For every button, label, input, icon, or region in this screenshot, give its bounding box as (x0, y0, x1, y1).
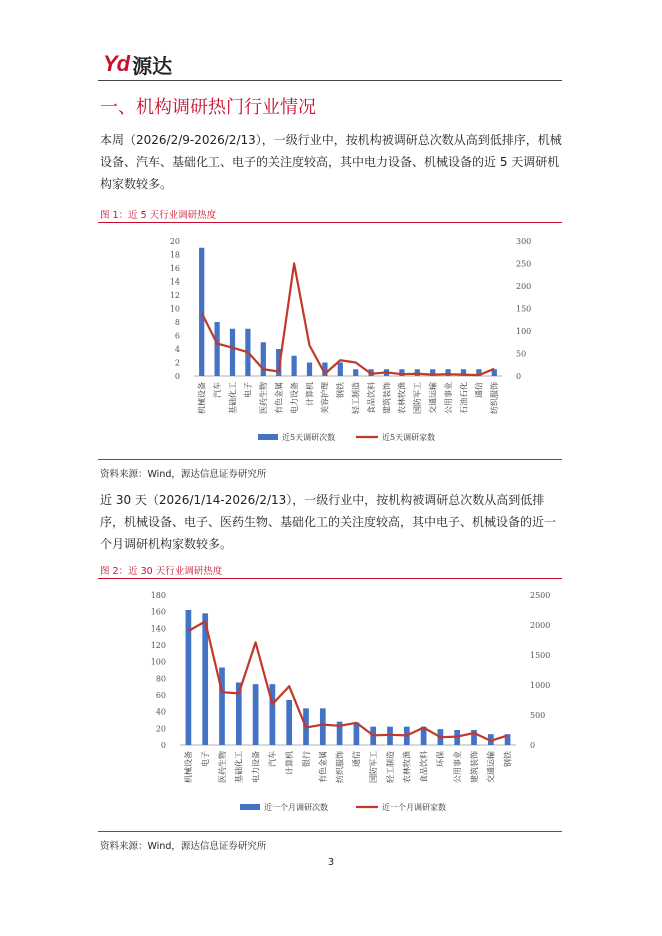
x-tick-label: 纺织服饰 (335, 751, 345, 783)
x-tick-label: 美容护理 (320, 382, 330, 414)
x-tick-label: 食品饮料 (366, 382, 376, 414)
x-tick-label: 轻工制造 (351, 382, 361, 414)
y-left-tick-label: 0 (174, 372, 180, 381)
x-tick-label: 食品饮料 (419, 751, 429, 783)
y-right-tick-label: 50 (516, 349, 527, 359)
x-tick-label: 建筑装饰 (382, 382, 392, 414)
y-right-tick-label: 2000 (530, 621, 551, 630)
y-left-tick-label: 10 (169, 304, 180, 314)
bar (261, 342, 266, 376)
paragraph-weekly: 本周（2026/2/9-2026/2/13），一级行业中，按机构被调研总次数从高到低排序，机械设备、汽车、基础化工、电子的关注度较高，其中电力设备、机械设备的近 5 天调研机构家数较多。 (100, 133, 562, 191)
y-right-tick-label: 2500 (530, 591, 551, 600)
x-tick-label: 医药生物 (259, 382, 269, 414)
x-tick-label: 计算机 (285, 751, 294, 775)
figure-2-bottom-rule (98, 831, 562, 832)
figure-2-caption: 图 2：近 30 天行业调研热度 (100, 566, 223, 577)
x-tick-label: 通信 (474, 382, 484, 398)
y-left-tick-label: 8 (174, 318, 180, 327)
x-tick-label: 汽车 (268, 751, 278, 767)
y-left-tick-label: 2 (174, 358, 180, 368)
legend-bar-swatch (240, 804, 260, 810)
company-logo (103, 52, 172, 76)
chart-30day (98, 584, 562, 824)
x-tick-label: 基础化工 (234, 751, 244, 783)
bar (307, 363, 312, 377)
x-tick-label: 钢铁 (336, 382, 346, 398)
figure-2-source: 资料来源：Wind，源达信息证券研究所 (100, 841, 267, 852)
x-tick-label: 电力设备 (289, 382, 299, 414)
chart-5day (98, 228, 562, 456)
section-title: 一、机构调研热门行业情况 (100, 97, 316, 118)
figure-1-bottom-rule (98, 459, 562, 460)
bar (354, 723, 360, 746)
x-tick-label: 建筑装饰 (469, 751, 479, 783)
y-left-tick-label: 18 (169, 250, 180, 260)
bar (230, 329, 235, 376)
logo-mark: Yd (103, 51, 130, 76)
x-tick-label: 电子 (201, 751, 210, 767)
x-tick-label: 交通运输 (486, 751, 496, 783)
y-right-tick-label: 150 (516, 304, 532, 314)
y-left-tick-label: 60 (155, 691, 166, 700)
y-left-tick-label: 80 (155, 674, 166, 684)
x-tick-label: 基础化工 (228, 382, 238, 414)
bar (291, 356, 296, 376)
y-left-tick-label: 20 (155, 724, 166, 734)
figure-2-top-rule (98, 578, 562, 579)
y-right-tick-label: 0 (530, 741, 536, 750)
bar (286, 700, 292, 745)
x-tick-label: 石油石化 (459, 382, 469, 414)
x-tick-label: 环保 (436, 751, 446, 767)
legend-bar-label: 近5天调研次数 (282, 433, 336, 442)
x-tick-label: 轻工制造 (385, 751, 395, 783)
y-right-tick-label: 0 (516, 372, 522, 381)
x-tick-label: 公用事业 (453, 751, 462, 783)
x-tick-label: 农林牧渔 (397, 382, 407, 414)
y-left-tick-label: 16 (169, 264, 180, 273)
bar (338, 363, 343, 377)
y-left-tick-label: 6 (174, 331, 180, 341)
x-tick-label: 计算机 (305, 382, 315, 406)
legend-bar-swatch (258, 434, 278, 440)
y-right-tick-label: 100 (516, 327, 532, 336)
bar (320, 708, 326, 745)
x-tick-label: 国防军工 (369, 751, 378, 783)
y-left-tick-label: 0 (160, 741, 166, 750)
paragraph-monthly: 近 30 天（2026/1/14-2026/2/13），一级行业中，按机构被调研总次数从高到低排序，机械设备、电子、医药生物、基础化工的关注度较高，其中电子、机械设备的近一个月调研机构家数较多。 (100, 493, 557, 551)
bar (253, 684, 259, 745)
y-left-tick-label: 40 (155, 707, 166, 717)
x-tick-label: 农林牧渔 (402, 751, 412, 783)
bar (214, 322, 219, 376)
legend-line-label: 近5天调研家数 (382, 433, 436, 442)
bar (199, 248, 204, 376)
y-right-tick-label: 500 (530, 711, 546, 720)
bar (415, 369, 420, 376)
x-tick-label: 有色金属 (274, 382, 284, 414)
x-tick-label: 钢铁 (503, 751, 513, 767)
x-tick-label: 通信 (352, 751, 362, 767)
figure-1-top-rule (98, 222, 562, 223)
x-tick-label: 医药生物 (217, 751, 227, 783)
y-left-tick-label: 180 (150, 591, 166, 600)
y-right-tick-label: 300 (516, 237, 532, 246)
legend-line-label: 近一个月调研家数 (382, 803, 446, 812)
figure-1-source: 资料来源：Wind，源达信息证券研究所 (100, 469, 267, 480)
bar (353, 369, 358, 376)
x-tick-label: 电子 (243, 382, 253, 398)
y-right-tick-label: 250 (516, 259, 532, 269)
y-left-tick-label: 100 (150, 657, 166, 667)
x-tick-label: 机械设备 (197, 382, 207, 414)
figure-1-caption: 图 1：近 5 天行业调研热度 (100, 210, 217, 221)
x-tick-label: 纺织服饰 (490, 382, 500, 414)
y-right-tick-label: 1500 (530, 651, 551, 660)
x-tick-label: 公用事业 (443, 382, 453, 414)
y-left-tick-label: 120 (150, 641, 166, 650)
y-right-tick-label: 1000 (530, 681, 551, 690)
y-left-tick-label: 20 (169, 237, 180, 246)
x-tick-label: 交通运输 (428, 382, 438, 414)
legend-bar-label: 近一个月调研次数 (264, 803, 328, 812)
y-left-tick-label: 12 (169, 291, 180, 300)
y-left-tick-label: 160 (150, 607, 166, 617)
x-tick-label: 汽车 (212, 382, 222, 398)
x-tick-label: 电力设备 (251, 751, 261, 783)
x-tick-label: 银行 (301, 751, 311, 767)
y-left-tick-label: 14 (169, 277, 180, 287)
header-rule (98, 80, 562, 81)
x-tick-label: 国防军工 (413, 382, 423, 414)
y-right-tick-label: 200 (516, 282, 532, 291)
logo-text: 源达 (132, 53, 173, 78)
x-tick-label: 有色金属 (318, 751, 328, 783)
page-number: 3 (327, 857, 335, 868)
y-left-tick-label: 140 (150, 624, 166, 634)
y-left-tick-label: 4 (174, 345, 180, 354)
x-tick-label: 机械设备 (184, 751, 194, 783)
